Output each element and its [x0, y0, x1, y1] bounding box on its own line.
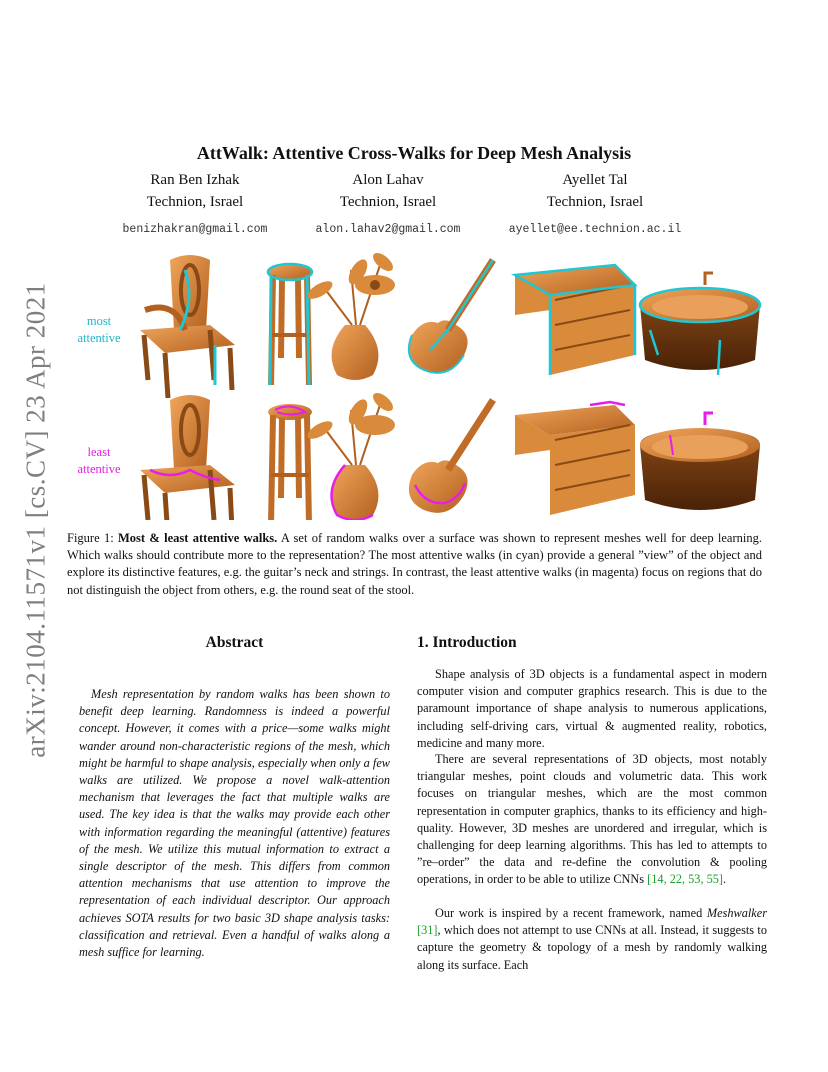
- intro-paragraph-1: Shape analysis of 3D objects is a fundamental aspect in modern computer vision and computer graphics research. This is due to the paramount importance of shape analysis to numerous applications, including self-driving cars, virtual & augmented reality, robotics, medicine and many more.: [417, 667, 767, 750]
- stool-bottom: [268, 404, 312, 520]
- author-name: Ran Ben Izhak: [150, 172, 240, 188]
- author-email: benizhakran@gmail.com: [122, 223, 268, 236]
- desk-bottom: [515, 402, 635, 515]
- guitar-bottom: [409, 400, 493, 513]
- row-label-most: most attentive: [77, 314, 121, 345]
- author-affiliation: Technion, Israel: [146, 194, 244, 210]
- caption-text: A set of random walks over a surface was shown to represent meshes well for deep learning. Which walks should contribute more to the representation? The most attentive walks (in cyan) provide a general ”view” of the object and explore its distinctive features, e.g. the guitar’s neck and strings. In contrast, the least attentive walks (in magenta) focus on regions that do not distinguish the object from others, e.g. the round seat of the stool.: [67, 531, 762, 597]
- guitar-top: [409, 260, 493, 373]
- bathtub-top: [640, 273, 760, 375]
- bathtub-bottom: [640, 413, 760, 510]
- author-name: Ayellet Tal: [562, 172, 628, 188]
- vase-bottom: [305, 390, 396, 520]
- figure-1-image: [130, 250, 770, 520]
- desk-top: [515, 265, 635, 375]
- author-2: [278, 169, 498, 241]
- intro-paragraph-3: Our work is inspired by a recent framework, named Meshwalker [31], which does not attempt to use CNNs at all. Instead, it suggests to capture the geometry & topology of a mesh by randomly walking along its surface. Each: [417, 906, 767, 972]
- author-3: [485, 169, 705, 241]
- citation-link[interactable]: [31]: [417, 923, 438, 938]
- intro-paragraph-2: There are several representations of 3D objects, most notably triangular meshes, point clouds and volumetric data. This work focuses on triangular meshes, which are the most common representation in computer graphics, thanks to its efficiency and high-quality. However, 3D meshes are unordered and irregular, which is challenging for deep learning algorithms. This has led to attempts to ”re–order” the data and re-define the convolution & pooling operations, in order to be able to utilize CNNs [14, 22, 53, 55].: [417, 752, 767, 887]
- author-email: ayellet@ee.technion.ac.il: [508, 223, 682, 236]
- abstract-text: Mesh representation by random walks has been shown to benefit deep learning. Randomness is indeed a powerful concept. However, it comes with a price—some walks might wander around non-characteristic regions of the mesh, which might be harmful to shape analysis, especially when only a few walks are utilized. We propose a novel walk-attention mechanism that leverages the fact that multiple walks are used. The key idea is that the walks may provide each other with information regarding the meaningful (attentive) features of the mesh. We utilize this mutual information to extract a single descriptor of the mesh. This differs from common attention mechanisms that use attention to improve the representation of each individual descriptor. Our approach achieves SOTA results for two basic 3D shape analysis tasks: classification and retrieval. Even a handful of walks along a mesh suffice for learning.: [79, 687, 390, 960]
- intro-heading: 1. Introduction: [417, 634, 517, 651]
- author-affiliation: Technion, Israel: [546, 194, 644, 210]
- caption-bold: Most & least attentive walks.: [118, 531, 278, 545]
- figure-caption: Figure 1: Most & least attentive walks. A set of random walks over a surface was shown to represent meshes well for deep learning. Which walks should contribute more to the representation? The most attentive walks (in cyan) provide a general ”view” of the object and explore its distinctive features, e.g. the guitar’s neck and strings. In contrast, the least attentive walks (in magenta) focus on regions that do not distinguish the object from others, e.g. the round seat of the stool.: [67, 531, 762, 597]
- chair-bottom: [140, 395, 235, 520]
- author-name: Alon Lahav: [352, 172, 424, 188]
- author-email: alon.lahav2@gmail.com: [315, 223, 461, 236]
- chair-top: [140, 255, 235, 398]
- author-1: [85, 169, 305, 241]
- row-label-least: least attentive: [77, 445, 121, 476]
- abstract-heading: Abstract: [205, 634, 264, 651]
- arxiv-id: arXiv:2104.11571v1 [cs.CV] 23 Apr 2021: [20, 282, 51, 758]
- author-affiliation: Technion, Israel: [339, 194, 437, 210]
- stool-top: [268, 264, 312, 385]
- vase-top: [305, 250, 396, 380]
- citation-link[interactable]: [14, 22, 53, 55]: [647, 872, 723, 887]
- paper-title: AttWalk: Attentive Cross-Walks for Deep Mesh Analysis: [196, 143, 632, 163]
